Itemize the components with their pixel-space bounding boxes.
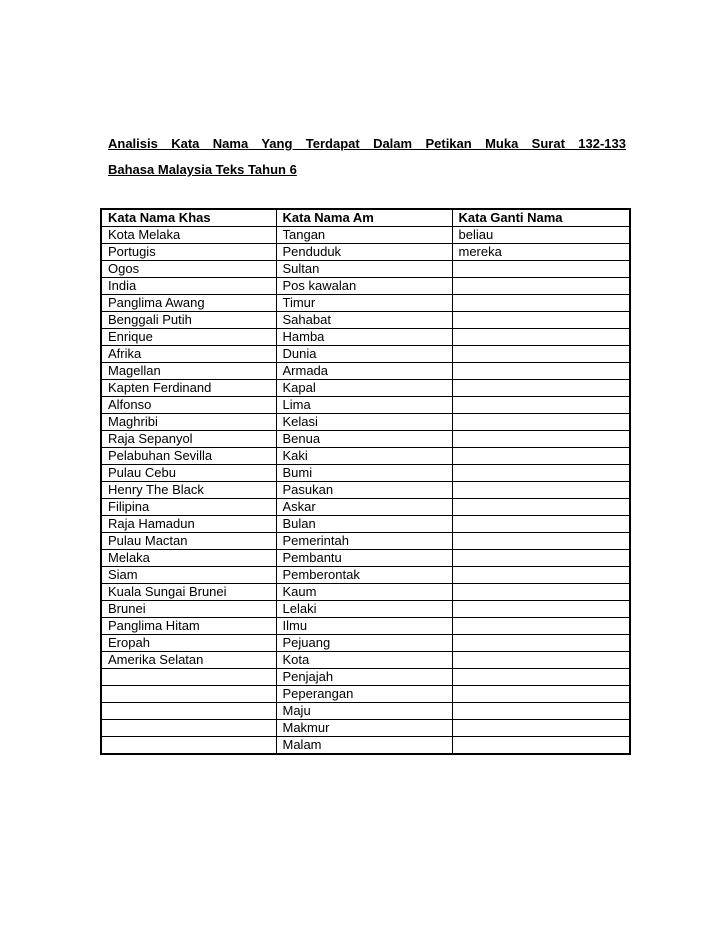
table-row [101, 533, 630, 550]
cell-kata-nama-am: Pasukan [276, 482, 452, 499]
cell-kata-nama-am: Ilmu [276, 618, 452, 635]
cell-kata-ganti-nama [452, 465, 630, 482]
cell-kata-nama-khas [101, 703, 276, 720]
cell-kata-nama-am: Tangan [276, 227, 452, 244]
document-title: Analisis Kata Nama Yang Terdapat Dalam Petikan Muka Surat 132-133 [108, 136, 626, 151]
cell-kata-ganti-nama [452, 601, 630, 618]
cell-kata-ganti-nama [452, 499, 630, 516]
cell-kata-nama-khas: Kuala Sungai Brunei [101, 584, 276, 601]
table-row [101, 635, 630, 652]
cell-kata-nama-am: Kaum [276, 584, 452, 601]
table-row [101, 567, 630, 584]
cell-kata-ganti-nama [452, 703, 630, 720]
table-header-row [101, 209, 630, 227]
cell-kata-nama-khas: Brunei [101, 601, 276, 618]
cell-kata-nama-khas: Siam [101, 567, 276, 584]
cell-kata-nama-khas [101, 686, 276, 703]
table-row [101, 227, 630, 244]
cell-kata-nama-khas [101, 720, 276, 737]
table-row [101, 431, 630, 448]
cell-kata-nama-am: Sultan [276, 261, 452, 278]
cell-kata-ganti-nama [452, 380, 630, 397]
table-row [101, 584, 630, 601]
cell-kata-nama-khas: Ogos [101, 261, 276, 278]
table-row [101, 465, 630, 482]
table-row [101, 363, 630, 380]
table-row [101, 618, 630, 635]
noun-analysis-table [100, 208, 631, 755]
table-row [101, 346, 630, 363]
cell-kata-nama-am: Timur [276, 295, 452, 312]
cell-kata-ganti-nama [452, 295, 630, 312]
table-row [101, 550, 630, 567]
cell-kata-ganti-nama [452, 278, 630, 295]
cell-kata-ganti-nama [452, 567, 630, 584]
cell-kata-ganti-nama [452, 397, 630, 414]
cell-kata-nama-khas: Kota Melaka [101, 227, 276, 244]
table-row [101, 380, 630, 397]
cell-kata-ganti-nama [452, 618, 630, 635]
cell-kata-nama-khas: Afrika [101, 346, 276, 363]
cell-kata-nama-am: Kapal [276, 380, 452, 397]
cell-kata-nama-am: Maju [276, 703, 452, 720]
table-row [101, 720, 630, 737]
cell-kata-nama-am: Pemerintah [276, 533, 452, 550]
cell-kata-nama-am: Armada [276, 363, 452, 380]
table-row [101, 686, 630, 703]
cell-kata-nama-am: Peperangan [276, 686, 452, 703]
cell-kata-ganti-nama [452, 346, 630, 363]
cell-kata-nama-am: Dunia [276, 346, 452, 363]
cell-kata-ganti-nama: beliau [452, 227, 630, 244]
cell-kata-nama-am: Askar [276, 499, 452, 516]
cell-kata-ganti-nama [452, 448, 630, 465]
table-row [101, 703, 630, 720]
cell-kata-nama-am: Pejuang [276, 635, 452, 652]
cell-kata-nama-khas: Filipina [101, 499, 276, 516]
cell-kata-nama-khas: Panglima Awang [101, 295, 276, 312]
cell-kata-nama-am: Sahabat [276, 312, 452, 329]
cell-kata-nama-khas: Magellan [101, 363, 276, 380]
cell-kata-ganti-nama [452, 261, 630, 278]
table-row [101, 295, 630, 312]
cell-kata-ganti-nama [452, 431, 630, 448]
table-row [101, 397, 630, 414]
header-kata-nama-am: Kata Nama Am [276, 209, 452, 227]
cell-kata-nama-khas: Raja Hamadun [101, 516, 276, 533]
cell-kata-nama-am: Kelasi [276, 414, 452, 431]
cell-kata-ganti-nama [452, 533, 630, 550]
header-kata-ganti-nama: Kata Ganti Nama [452, 209, 630, 227]
cell-kata-nama-khas [101, 669, 276, 686]
cell-kata-nama-am: Kota [276, 652, 452, 669]
cell-kata-nama-khas: Panglima Hitam [101, 618, 276, 635]
cell-kata-nama-am: Malam [276, 737, 452, 755]
cell-kata-nama-am: Benua [276, 431, 452, 448]
cell-kata-nama-khas: Melaka [101, 550, 276, 567]
cell-kata-nama-khas: Eropah [101, 635, 276, 652]
cell-kata-nama-am: Penjajah [276, 669, 452, 686]
cell-kata-ganti-nama [452, 329, 630, 346]
cell-kata-ganti-nama [452, 737, 630, 755]
cell-kata-nama-khas: Benggali Putih [101, 312, 276, 329]
cell-kata-nama-am: Hamba [276, 329, 452, 346]
cell-kata-nama-khas: Henry The Black [101, 482, 276, 499]
table-row [101, 414, 630, 431]
table-row [101, 482, 630, 499]
cell-kata-ganti-nama [452, 482, 630, 499]
cell-kata-nama-khas: Alfonso [101, 397, 276, 414]
table-row [101, 601, 630, 618]
cell-kata-nama-khas: Pelabuhan Sevilla [101, 448, 276, 465]
cell-kata-nama-khas: Amerika Selatan [101, 652, 276, 669]
table-row [101, 448, 630, 465]
document-subtitle: Bahasa Malaysia Teks Tahun 6 [108, 162, 297, 177]
cell-kata-ganti-nama [452, 720, 630, 737]
table-row [101, 244, 630, 261]
cell-kata-ganti-nama [452, 516, 630, 533]
cell-kata-nama-am: Pembantu [276, 550, 452, 567]
table-row [101, 737, 630, 755]
cell-kata-nama-khas: Pulau Mactan [101, 533, 276, 550]
cell-kata-ganti-nama [452, 686, 630, 703]
header-kata-nama-khas: Kata Nama Khas [101, 209, 276, 227]
table-row [101, 261, 630, 278]
cell-kata-nama-am: Bumi [276, 465, 452, 482]
table-row [101, 278, 630, 295]
cell-kata-ganti-nama: mereka [452, 244, 630, 261]
table-row [101, 312, 630, 329]
table-row [101, 329, 630, 346]
table-row [101, 499, 630, 516]
cell-kata-nama-am: Lelaki [276, 601, 452, 618]
cell-kata-nama-khas: Raja Sepanyol [101, 431, 276, 448]
table-row [101, 516, 630, 533]
cell-kata-ganti-nama [452, 312, 630, 329]
cell-kata-nama-am: Pos kawalan [276, 278, 452, 295]
cell-kata-nama-am: Bulan [276, 516, 452, 533]
cell-kata-nama-khas: Pulau Cebu [101, 465, 276, 482]
cell-kata-nama-am: Kaki [276, 448, 452, 465]
cell-kata-nama-khas [101, 737, 276, 755]
cell-kata-ganti-nama [452, 652, 630, 669]
cell-kata-nama-am: Penduduk [276, 244, 452, 261]
cell-kata-nama-am: Lima [276, 397, 452, 414]
cell-kata-ganti-nama [452, 669, 630, 686]
cell-kata-nama-khas: Maghribi [101, 414, 276, 431]
cell-kata-ganti-nama [452, 635, 630, 652]
cell-kata-nama-khas: Kapten Ferdinand [101, 380, 276, 397]
cell-kata-nama-khas: India [101, 278, 276, 295]
cell-kata-nama-khas: Enrique [101, 329, 276, 346]
cell-kata-nama-am: Pemberontak [276, 567, 452, 584]
table-row [101, 652, 630, 669]
table-row [101, 669, 630, 686]
cell-kata-ganti-nama [452, 584, 630, 601]
cell-kata-nama-am: Makmur [276, 720, 452, 737]
cell-kata-ganti-nama [452, 363, 630, 380]
cell-kata-ganti-nama [452, 414, 630, 431]
cell-kata-nama-khas: Portugis [101, 244, 276, 261]
cell-kata-ganti-nama [452, 550, 630, 567]
